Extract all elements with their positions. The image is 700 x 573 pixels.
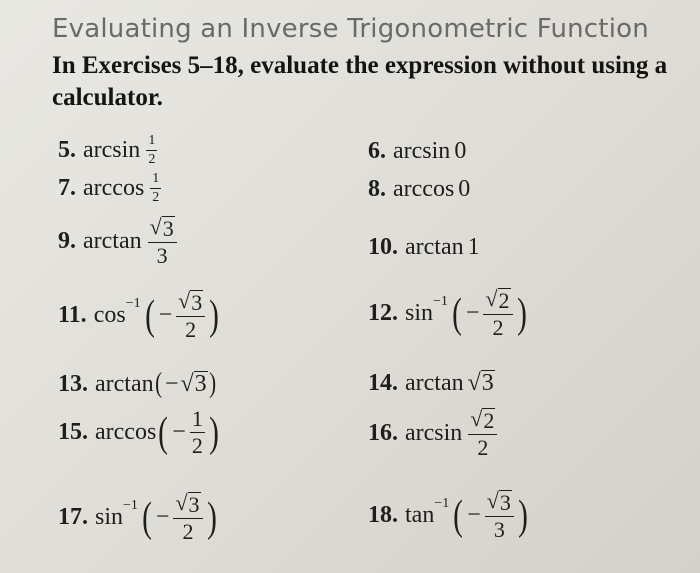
fraction-bar xyxy=(150,188,161,189)
function-name: arctan xyxy=(405,234,464,260)
fraction xyxy=(485,490,514,541)
minus-sign: − xyxy=(164,370,179,397)
denominator: 2 xyxy=(148,152,156,167)
function-name: sin xyxy=(405,300,434,327)
function-name: tan xyxy=(405,502,435,529)
exercise-8 xyxy=(368,176,470,203)
function-name: cos xyxy=(93,302,126,329)
left-paren: ( xyxy=(158,409,169,456)
exercise-14 xyxy=(368,370,495,397)
function-name: sin xyxy=(95,504,124,531)
exercise-13 xyxy=(58,370,217,398)
right-paren: ) xyxy=(209,292,220,339)
exercise-number: 18. xyxy=(368,502,398,529)
fraction xyxy=(176,290,205,341)
denominator: 2 xyxy=(152,190,160,205)
exercise-number: 6. xyxy=(368,138,386,164)
exercise-16 xyxy=(368,408,499,459)
fraction xyxy=(146,134,157,167)
left-paren: ( xyxy=(452,290,462,337)
exercise-number: 9. xyxy=(58,228,76,255)
radicand: 3 xyxy=(191,290,203,315)
radicand: 2 xyxy=(483,408,495,433)
radicand: 3 xyxy=(188,492,200,517)
square-root xyxy=(468,408,497,432)
right-paren: ) xyxy=(208,368,216,399)
minus-sign: − xyxy=(172,419,186,445)
numerator: 1 xyxy=(191,406,203,431)
numerator: 1 xyxy=(152,171,160,186)
right-paren: ) xyxy=(517,492,528,539)
exercise-18 xyxy=(368,490,530,541)
fraction xyxy=(483,288,512,339)
radical-sign-icon: √ xyxy=(470,406,483,431)
square-root xyxy=(173,492,202,516)
inverse-exponent: −1 xyxy=(123,497,138,513)
square-root xyxy=(483,288,512,312)
square-root xyxy=(468,370,495,397)
denominator: 2 xyxy=(182,519,194,545)
radical-sign-icon: √ xyxy=(467,370,481,396)
exercise-7 xyxy=(58,172,163,205)
fraction xyxy=(148,216,177,267)
right-paren: ) xyxy=(516,290,527,337)
exercise-number: 11. xyxy=(58,302,87,329)
radical-sign-icon: √ xyxy=(180,370,194,397)
exercise-5 xyxy=(58,134,159,167)
left-paren: ( xyxy=(144,292,155,339)
argument: 0 xyxy=(458,176,471,202)
function-name: arccos xyxy=(393,176,455,202)
square-root xyxy=(176,290,205,314)
square-root xyxy=(181,371,208,398)
exercise-12 xyxy=(368,288,529,339)
numerator: 1 xyxy=(148,133,156,148)
function-name: arcsin xyxy=(83,137,141,163)
denominator: 2 xyxy=(191,433,203,458)
left-paren: ( xyxy=(154,368,162,399)
function-name: arccos xyxy=(83,175,145,201)
radical-sign-icon: √ xyxy=(149,214,162,239)
function-name: arctan xyxy=(405,370,464,396)
left-paren: ( xyxy=(453,492,464,539)
radical-sign-icon: √ xyxy=(175,490,188,515)
exercise-10 xyxy=(368,234,480,261)
fraction xyxy=(173,492,202,543)
radical-sign-icon: √ xyxy=(486,488,499,513)
left-paren: ( xyxy=(142,494,152,541)
right-paren: ) xyxy=(208,409,219,456)
radical-sign-icon: √ xyxy=(178,288,191,313)
fraction-bar xyxy=(146,150,157,151)
exercise-9 xyxy=(58,216,179,267)
denominator: 2 xyxy=(477,435,489,461)
fraction xyxy=(150,172,161,205)
exercise-number: 10. xyxy=(368,234,398,260)
radicand: 3 xyxy=(499,490,511,515)
denominator: 3 xyxy=(156,243,168,269)
inverse-exponent: −1 xyxy=(125,295,141,311)
exercise-number: 8. xyxy=(368,176,386,202)
exercise-instructions: In Exercises 5–18, evaluate the expression without using a calculator. xyxy=(52,52,668,111)
function-name: arctan xyxy=(95,370,154,397)
square-root xyxy=(148,216,177,240)
section-heading: Evaluating an Inverse Trigonometric Function xyxy=(52,14,649,44)
exercise-number: 13. xyxy=(58,370,88,397)
exercise-number: 7. xyxy=(58,175,76,201)
square-root xyxy=(485,490,514,514)
exercise-6 xyxy=(368,138,466,165)
right-paren: ) xyxy=(206,494,217,541)
radicand: 3 xyxy=(481,370,494,396)
radicand: 2 xyxy=(498,288,510,313)
exercise-11 xyxy=(58,290,221,341)
exercise-number: 15. xyxy=(58,419,88,445)
denominator: 2 xyxy=(492,315,504,341)
inverse-exponent: −1 xyxy=(433,293,448,309)
exercise-15 xyxy=(58,408,221,457)
argument: 0 xyxy=(454,138,467,164)
exercise-17 xyxy=(58,492,219,543)
argument: 1 xyxy=(467,234,480,260)
function-name: arcsin xyxy=(405,420,463,447)
minus-sign: − xyxy=(158,302,173,329)
radical-sign-icon: √ xyxy=(485,286,498,311)
minus-sign: − xyxy=(465,300,480,327)
fraction xyxy=(468,408,497,459)
function-name: arctan xyxy=(83,228,142,255)
exercise-number: 12. xyxy=(368,300,398,327)
minus-sign: − xyxy=(467,502,481,529)
radicand: 3 xyxy=(162,216,174,241)
inverse-exponent: −1 xyxy=(434,495,450,511)
exercise-number: 17. xyxy=(58,504,88,531)
exercise-number: 5. xyxy=(58,137,76,163)
exercise-number: 14. xyxy=(368,370,398,396)
function-name: arcsin xyxy=(393,138,451,164)
denominator: 2 xyxy=(185,317,197,343)
minus-sign: − xyxy=(155,504,170,531)
radicand: 3 xyxy=(194,370,207,397)
exercise-number: 16. xyxy=(368,420,398,447)
denominator: 3 xyxy=(493,517,505,543)
fraction xyxy=(190,408,205,457)
function-name: arccos xyxy=(95,419,157,445)
